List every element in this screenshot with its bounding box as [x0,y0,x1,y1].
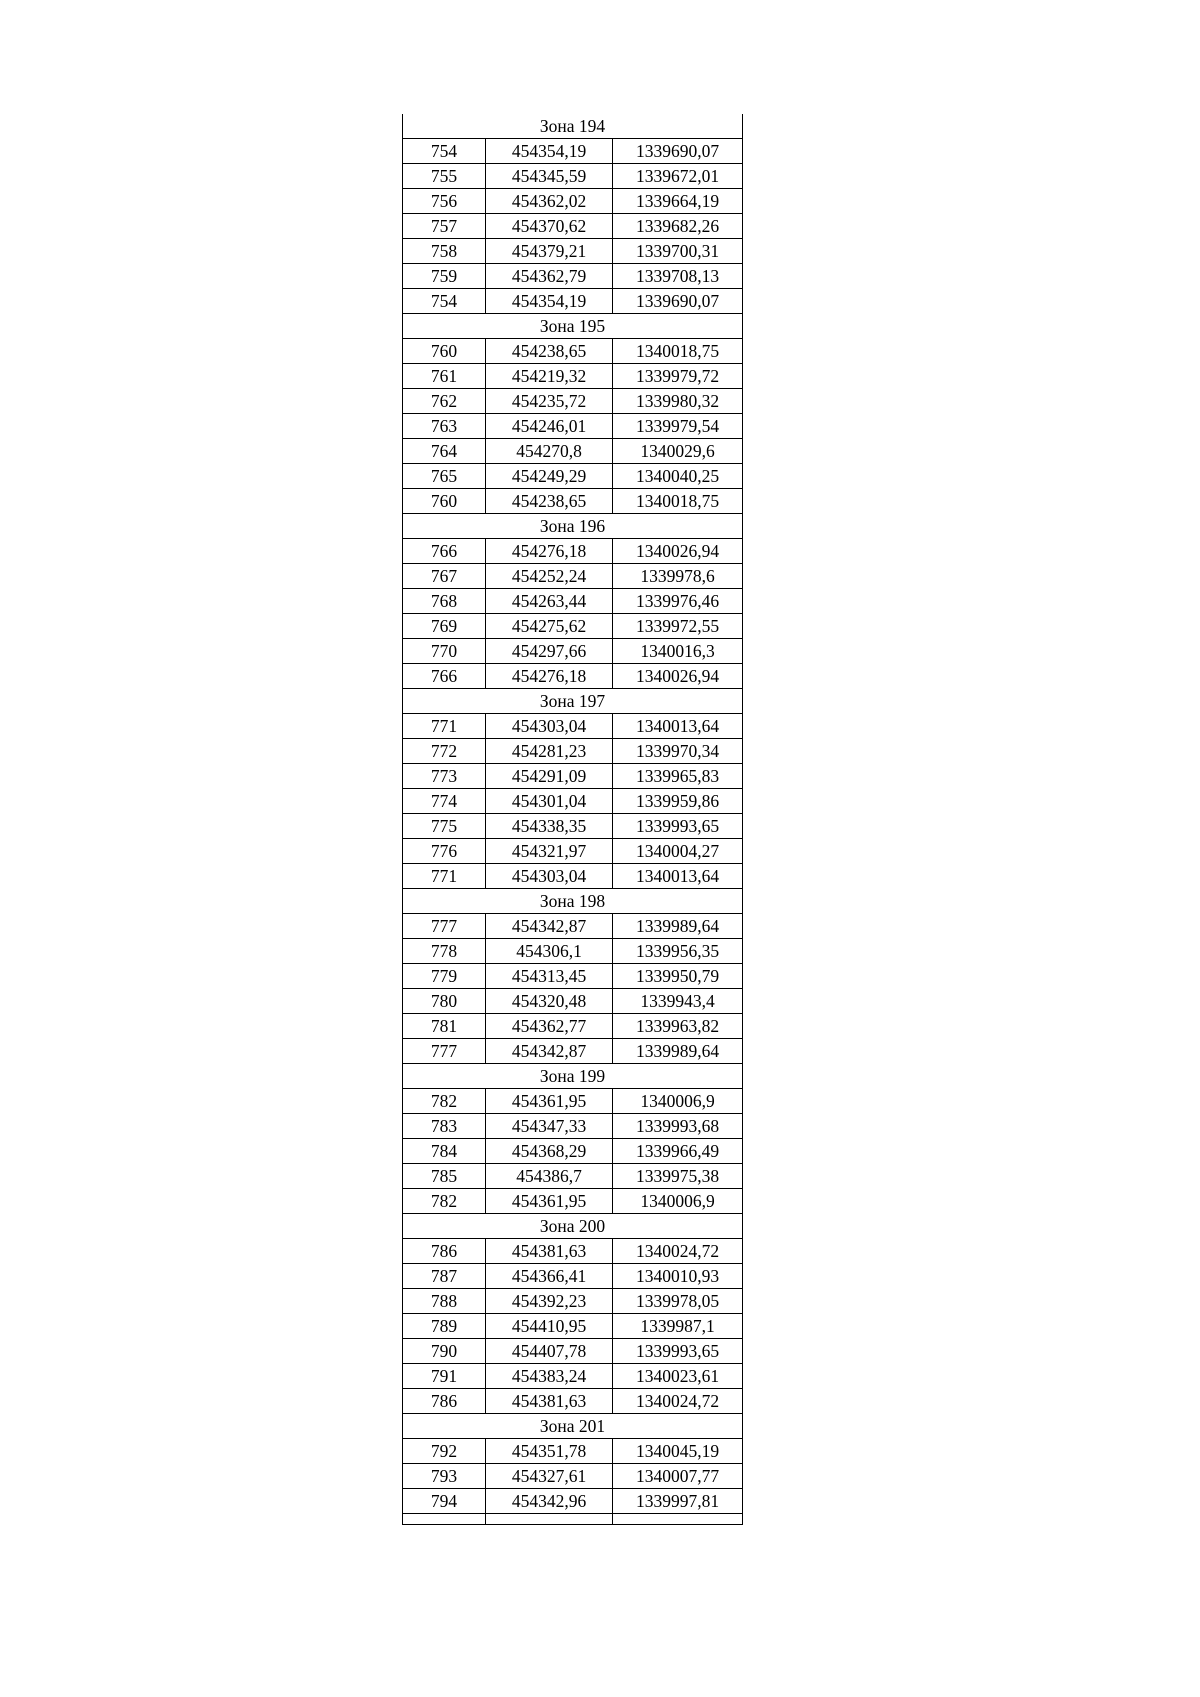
coordinate-x: 454270,8 [486,439,613,464]
table-row [403,839,743,864]
coordinate-y: 1340016,3 [613,639,743,664]
table-row [403,1314,743,1339]
table-row [403,1264,743,1289]
coordinate-y: 1340013,64 [613,864,743,889]
coordinate-y: 1339993,65 [613,1339,743,1364]
table-row [403,564,743,589]
table-row [403,1239,743,1264]
table-row [403,1039,743,1064]
point-number: 770 [403,639,486,664]
coordinate-x: 454351,78 [486,1439,613,1464]
point-number: 762 [403,389,486,414]
table-row [403,1189,743,1214]
zone-label: Зона 197 [403,689,743,714]
table-row [403,764,743,789]
coordinate-x: 454347,33 [486,1114,613,1139]
point-number: 793 [403,1464,486,1489]
coordinate-x [486,1514,613,1525]
zone-label: Зона 194 [403,114,743,139]
coordinate-y: 1339978,6 [613,564,743,589]
table-row [403,1464,743,1489]
coordinate-y: 1339943,4 [613,989,743,1014]
coordinate-x: 454297,66 [486,639,613,664]
coordinate-x: 454362,02 [486,189,613,214]
point-number: 782 [403,1089,486,1114]
coordinate-y: 1339993,65 [613,814,743,839]
coordinate-y: 1340004,27 [613,839,743,864]
coordinate-x: 454313,45 [486,964,613,989]
point-number: 757 [403,214,486,239]
coordinate-y: 1339965,83 [613,764,743,789]
table-row [403,1364,743,1389]
coordinate-x: 454219,32 [486,364,613,389]
zone-label: Зона 200 [403,1214,743,1239]
table-row [403,1114,743,1139]
table-row [403,464,743,489]
coordinate-x: 454327,61 [486,1464,613,1489]
coordinates-table-body [403,114,743,1525]
coordinate-x: 454252,24 [486,564,613,589]
coordinate-y: 1339972,55 [613,614,743,639]
coordinate-x: 454342,87 [486,914,613,939]
coordinate-x: 454320,48 [486,989,613,1014]
coordinate-y: 1340045,19 [613,1439,743,1464]
point-number: 760 [403,339,486,364]
point-number: 759 [403,264,486,289]
point-number: 756 [403,189,486,214]
coordinate-y: 1340023,61 [613,1364,743,1389]
point-number: 788 [403,1289,486,1314]
point-number: 767 [403,564,486,589]
coordinate-y: 1339997,81 [613,1489,743,1514]
table-row [403,589,743,614]
point-number: 783 [403,1114,486,1139]
table-row [403,989,743,1014]
coordinate-y: 1339979,54 [613,414,743,439]
coordinate-y: 1339989,64 [613,1039,743,1064]
point-number [403,1514,486,1525]
coordinate-x: 454276,18 [486,539,613,564]
zone-label: Зона 198 [403,889,743,914]
coordinate-y: 1340026,94 [613,539,743,564]
point-number: 777 [403,914,486,939]
point-number: 769 [403,614,486,639]
coordinate-x: 454235,72 [486,389,613,414]
point-number: 771 [403,864,486,889]
table-row [403,1339,743,1364]
coordinate-x: 454368,29 [486,1139,613,1164]
zone-header-row [403,1064,743,1089]
coordinate-x: 454362,79 [486,264,613,289]
coordinate-y: 1339979,72 [613,364,743,389]
coordinate-x: 454354,19 [486,139,613,164]
point-number: 776 [403,839,486,864]
table-row [403,164,743,189]
coordinate-x: 454238,65 [486,339,613,364]
coordinate-x: 454370,62 [486,214,613,239]
coordinate-y: 1339708,13 [613,264,743,289]
table-row [403,339,743,364]
coordinate-y: 1340040,25 [613,464,743,489]
coordinate-y: 1339978,05 [613,1289,743,1314]
point-number: 773 [403,764,486,789]
coordinate-x: 454381,63 [486,1239,613,1264]
table-row [403,664,743,689]
point-number: 763 [403,414,486,439]
table-row [403,964,743,989]
coordinate-x: 454238,65 [486,489,613,514]
table-row [403,789,743,814]
coordinate-x: 454342,87 [486,1039,613,1064]
point-number: 766 [403,539,486,564]
coordinate-x: 454303,04 [486,864,613,889]
zone-header-row [403,689,743,714]
point-number: 772 [403,739,486,764]
zone-label: Зона 199 [403,1064,743,1089]
coordinate-x: 454379,21 [486,239,613,264]
table-row [403,939,743,964]
coordinate-x: 454306,1 [486,939,613,964]
point-number: 764 [403,439,486,464]
point-number: 786 [403,1389,486,1414]
point-number: 794 [403,1489,486,1514]
point-number: 785 [403,1164,486,1189]
coordinate-x: 454345,59 [486,164,613,189]
table-row [403,639,743,664]
point-number: 791 [403,1364,486,1389]
point-number: 787 [403,1264,486,1289]
point-number: 781 [403,1014,486,1039]
table-row [403,739,743,764]
table-row [403,414,743,439]
point-number: 790 [403,1339,486,1364]
coordinate-x: 454366,41 [486,1264,613,1289]
zone-header-row [403,889,743,914]
coordinate-y: 1339989,64 [613,914,743,939]
coordinate-x: 454303,04 [486,714,613,739]
coordinate-y: 1339700,31 [613,239,743,264]
coordinate-y: 1339664,19 [613,189,743,214]
coordinate-y: 1339950,79 [613,964,743,989]
table-row [403,539,743,564]
coordinate-y: 1340018,75 [613,339,743,364]
table-row [403,1164,743,1189]
coordinate-y: 1339970,34 [613,739,743,764]
point-number: 761 [403,364,486,389]
table-row [403,189,743,214]
coordinate-y: 1340024,72 [613,1389,743,1414]
table-row [403,139,743,164]
coordinate-x: 454386,7 [486,1164,613,1189]
coordinate-y: 1339963,82 [613,1014,743,1039]
table-row [403,1289,743,1314]
coordinate-y: 1340013,64 [613,714,743,739]
point-number: 780 [403,989,486,1014]
table-row [403,714,743,739]
coordinate-y: 1340006,9 [613,1189,743,1214]
point-number: 766 [403,664,486,689]
point-number: 768 [403,589,486,614]
table-row [403,389,743,414]
table-row [403,1014,743,1039]
coordinate-y: 1340006,9 [613,1089,743,1114]
coordinate-y: 1339682,26 [613,214,743,239]
zone-label: Зона 196 [403,514,743,539]
coordinate-y: 1339959,86 [613,789,743,814]
table-row [403,289,743,314]
coordinate-y: 1340029,6 [613,439,743,464]
coordinate-x: 454276,18 [486,664,613,689]
coordinate-x: 454321,97 [486,839,613,864]
coordinate-x: 454338,35 [486,814,613,839]
coordinate-y: 1340024,72 [613,1239,743,1264]
coordinate-y: 1339672,01 [613,164,743,189]
zone-header-row [403,314,743,339]
point-number: 778 [403,939,486,964]
point-number: 779 [403,964,486,989]
zone-header-row [403,1214,743,1239]
table-row [403,1089,743,1114]
table-row [403,1514,743,1525]
coordinate-x: 454246,01 [486,414,613,439]
coordinate-y: 1339976,46 [613,589,743,614]
coordinates-table [402,114,743,1525]
point-number: 786 [403,1239,486,1264]
coordinate-x: 454354,19 [486,289,613,314]
point-number: 789 [403,1314,486,1339]
coordinate-y: 1339966,49 [613,1139,743,1164]
coordinate-x: 454361,95 [486,1189,613,1214]
table-row [403,864,743,889]
table-row [403,1389,743,1414]
coordinate-y: 1340007,77 [613,1464,743,1489]
coordinate-x: 454263,44 [486,589,613,614]
coordinate-x: 454410,95 [486,1314,613,1339]
table-row [403,614,743,639]
point-number: 754 [403,139,486,164]
coordinate-y [613,1514,743,1525]
coordinate-y: 1339993,68 [613,1114,743,1139]
coordinate-y: 1339975,38 [613,1164,743,1189]
point-number: 775 [403,814,486,839]
coordinate-y: 1339956,35 [613,939,743,964]
coordinate-x: 454301,04 [486,789,613,814]
table-row [403,264,743,289]
coordinate-x: 454281,23 [486,739,613,764]
point-number: 777 [403,1039,486,1064]
table-row [403,814,743,839]
coordinate-x: 454249,29 [486,464,613,489]
coordinate-x: 454407,78 [486,1339,613,1364]
coordinate-y: 1339690,07 [613,139,743,164]
table-row [403,1139,743,1164]
point-number: 792 [403,1439,486,1464]
table-row [403,1489,743,1514]
coordinate-x: 454291,09 [486,764,613,789]
coordinate-y: 1339690,07 [613,289,743,314]
point-number: 774 [403,789,486,814]
zone-label: Зона 195 [403,314,743,339]
zone-header-row [403,114,743,139]
coordinate-x: 454383,24 [486,1364,613,1389]
coordinate-x: 454381,63 [486,1389,613,1414]
zone-header-row [403,1414,743,1439]
point-number: 784 [403,1139,486,1164]
zone-header-row [403,514,743,539]
coordinate-y: 1339980,32 [613,389,743,414]
point-number: 755 [403,164,486,189]
table-row [403,364,743,389]
coordinate-x: 454362,77 [486,1014,613,1039]
table-row [403,239,743,264]
coordinate-y: 1340026,94 [613,664,743,689]
table-row [403,489,743,514]
point-number: 765 [403,464,486,489]
table-row [403,439,743,464]
point-number: 758 [403,239,486,264]
table-row [403,214,743,239]
coordinate-x: 454275,62 [486,614,613,639]
zone-label: Зона 201 [403,1414,743,1439]
coordinate-x: 454361,95 [486,1089,613,1114]
table-row [403,914,743,939]
coordinate-x: 454392,23 [486,1289,613,1314]
coordinate-y: 1339987,1 [613,1314,743,1339]
point-number: 760 [403,489,486,514]
point-number: 754 [403,289,486,314]
table-row [403,1439,743,1464]
coordinate-y: 1340010,93 [613,1264,743,1289]
coordinate-x: 454342,96 [486,1489,613,1514]
point-number: 771 [403,714,486,739]
point-number: 782 [403,1189,486,1214]
coordinate-y: 1340018,75 [613,489,743,514]
